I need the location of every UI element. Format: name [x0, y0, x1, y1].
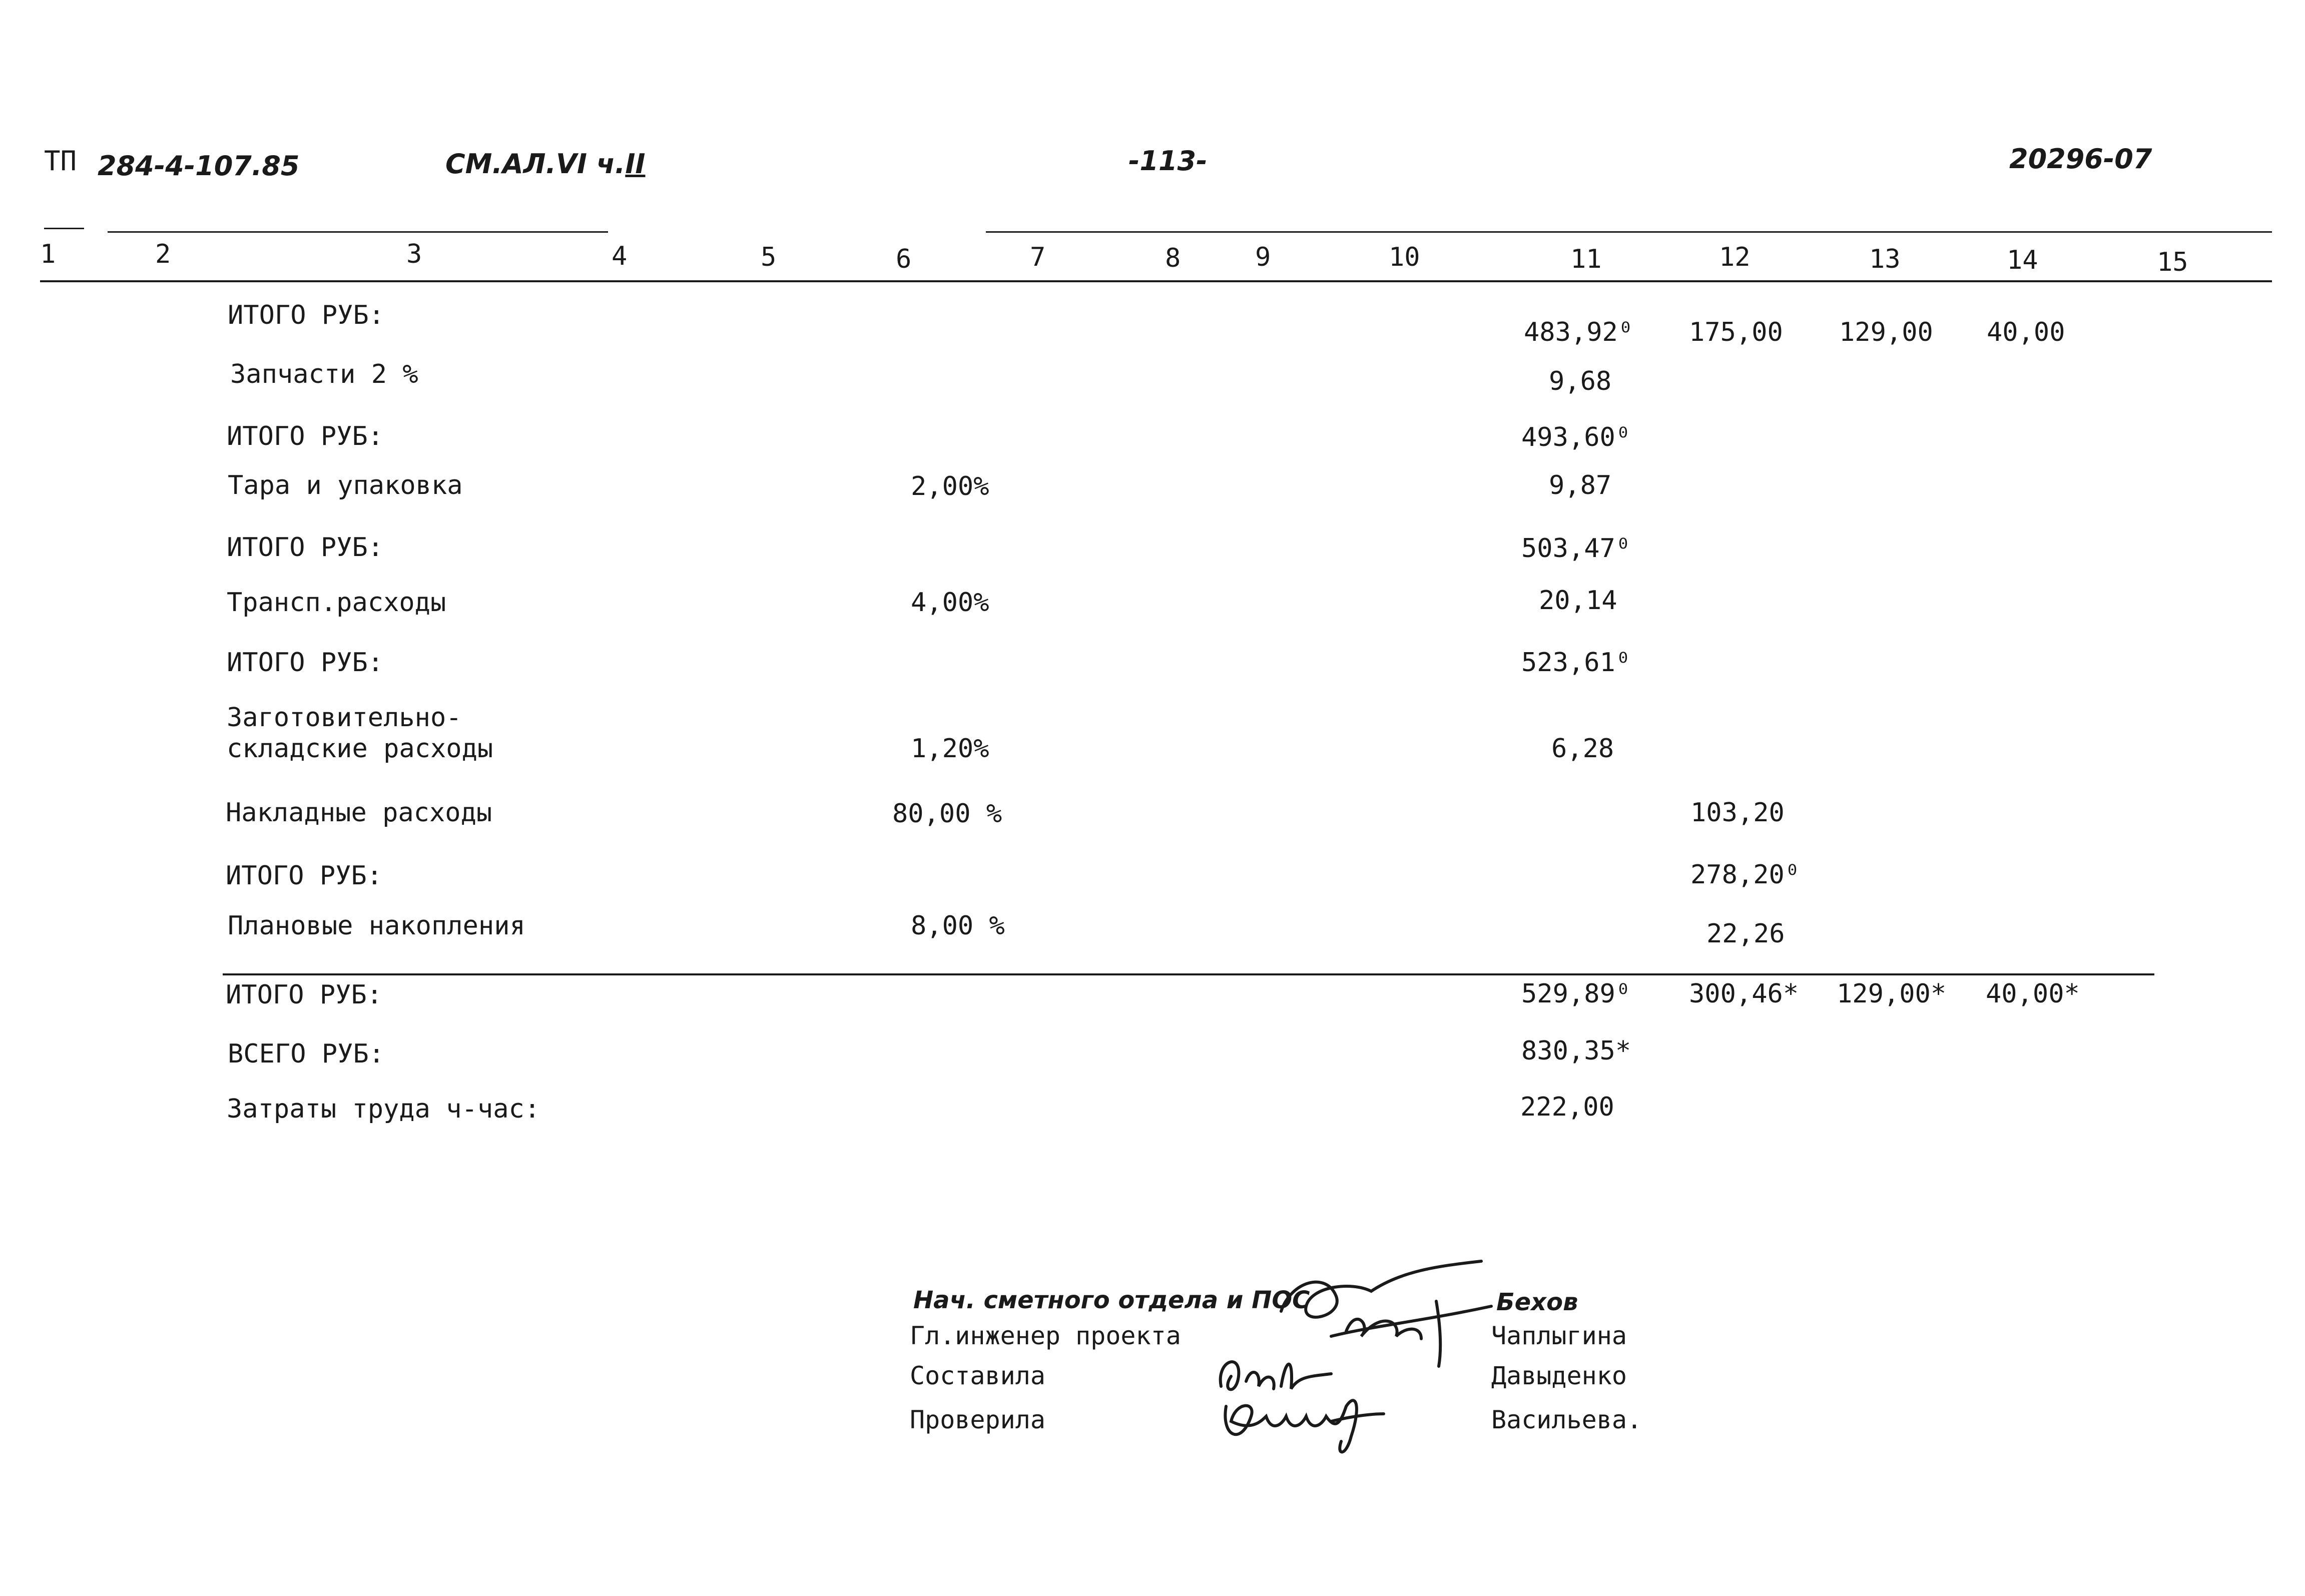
cell-col11: 9,68: [1549, 366, 1612, 396]
rule-below-column-numbers: [40, 280, 2272, 282]
signatory-title: Составила: [910, 1361, 1045, 1390]
cell-col11: 493,60⁰: [1521, 422, 1631, 452]
column-number: 12: [1719, 242, 1751, 272]
row-label: ИТОГО РУБ:: [227, 648, 384, 678]
row-label: ИТОГО РУБ:: [227, 533, 384, 563]
document-number: 20296-07: [2009, 143, 2152, 175]
section-code: [445, 148, 646, 180]
tp-code: 284-4-107.85: [98, 150, 300, 182]
cell-col14: 40,00*: [1986, 979, 2080, 1009]
row-label: Трансп.расходы: [227, 588, 446, 618]
signatory-name: Давыденко: [1491, 1361, 1627, 1390]
cell-col12: 175,00: [1689, 317, 1783, 347]
cell-col11: 6,28: [1551, 734, 1614, 764]
cell-col11: 529,89⁰: [1521, 979, 1631, 1009]
column-number: 5: [761, 242, 777, 272]
signature-scribble: [1211, 1386, 1391, 1461]
row-label: ИТОГО РУБ:: [226, 861, 383, 891]
total-divider: [223, 973, 2154, 975]
signatory-name: Васильева.: [1491, 1405, 1642, 1434]
cell-col12: 103,20: [1690, 798, 1785, 828]
column-number: 13: [1869, 244, 1901, 274]
rule-left-dash: [44, 228, 84, 229]
column-number: 9: [1255, 242, 1271, 272]
signatory-title: Проверила: [910, 1405, 1045, 1434]
page-number: -113-: [1128, 145, 1208, 177]
signatory-name: Бехов: [1496, 1288, 1578, 1316]
row-label: Заготовительно-: [227, 703, 462, 733]
signatory-name: Чаплыгина: [1491, 1321, 1627, 1350]
cell-col11: 9,87: [1549, 470, 1612, 500]
cell-col11: 222,00: [1520, 1092, 1614, 1122]
row-label: ИТОГО РУБ:: [228, 300, 385, 330]
cell-col6: 1,20%: [911, 734, 989, 764]
column-number: 7: [1030, 242, 1046, 272]
cell-col11: 503,47⁰: [1521, 534, 1631, 564]
section-label: СМ.АЛ.VI ч.: [445, 148, 626, 180]
column-number: 2: [155, 239, 171, 269]
row-label: Тара и упаковка: [228, 470, 463, 500]
cell-col11: 830,35*: [1521, 1036, 1631, 1066]
column-number: 11: [1570, 244, 1602, 274]
row-label: Затраты труда ч-час:: [227, 1094, 540, 1124]
signatory-title: Гл.инженер проекта: [910, 1321, 1181, 1350]
rule-top: [108, 231, 608, 233]
tp-prefix: ТП: [44, 145, 77, 177]
cell-col12: 278,20⁰: [1690, 860, 1801, 890]
cell-col11: 20,14: [1539, 586, 1617, 616]
cell-col12: 22,26: [1706, 919, 1785, 949]
column-number: 15: [2157, 247, 2188, 277]
signatory-title: Нач. сметного отдела и ПОС: [913, 1286, 1310, 1314]
column-number: 3: [406, 239, 422, 269]
column-number: 1: [40, 239, 56, 269]
cell-col11: 483,92⁰: [1524, 317, 1634, 347]
section-part: II: [625, 148, 646, 180]
row-label: Накладные расходы: [226, 798, 492, 828]
cell-col6: 4,00%: [911, 588, 989, 618]
cell-col13: 129,00: [1839, 317, 1933, 347]
row-label: ВСЕГО РУБ:: [228, 1039, 385, 1069]
row-label: Запчасти 2 %: [230, 359, 418, 389]
column-number: 8: [1165, 243, 1181, 273]
row-label: ИТОГО РУБ:: [227, 421, 384, 451]
cell-col6: 2,00%: [911, 471, 989, 501]
cell-col11: 523,61⁰: [1521, 648, 1631, 678]
column-number: 4: [612, 241, 628, 271]
cell-col13: 129,00*: [1837, 979, 1947, 1009]
cell-col6: 80,00 %: [892, 799, 1002, 829]
row-label-continued: складские расходы: [227, 734, 493, 764]
column-number: 14: [2007, 245, 2038, 275]
row-label: Плановые накопления: [228, 911, 525, 941]
cell-col14: 40,00: [1987, 317, 2065, 347]
column-number: 6: [896, 244, 912, 274]
cell-col6: 8,00 %: [911, 911, 1005, 941]
cell-col12: 300,46*: [1689, 979, 1799, 1009]
row-label: ИТОГО РУБ:: [226, 980, 383, 1010]
column-number: 10: [1389, 242, 1420, 272]
rule-top-right: [986, 231, 2272, 233]
